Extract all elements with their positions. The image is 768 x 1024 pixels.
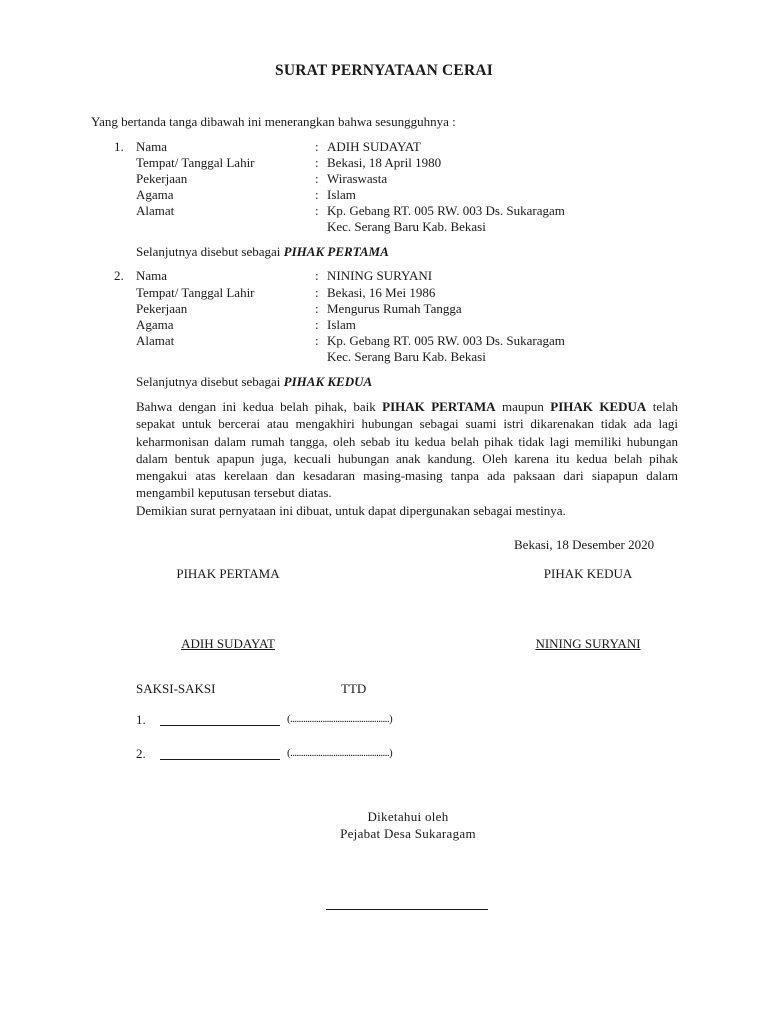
field-label: Nama: [136, 268, 168, 283]
field-value-religion: Islam: [327, 187, 356, 202]
field-value-address-line2: Kec. Serang Baru Kab. Bekasi: [327, 219, 486, 234]
field-label: Alamat: [136, 333, 175, 348]
witness-name-line[interactable]: [160, 725, 280, 726]
field-label: Tempat/ Tanggal Lahir: [136, 155, 255, 170]
document-title: SURAT PERNYATAAN CERAI: [275, 62, 493, 79]
acknowledged-line1: Diketahui oleh: [367, 809, 449, 824]
colon: :: [315, 317, 319, 332]
reference-label: PIHAK KEDUA: [283, 374, 373, 389]
statement-closing: Demikian surat pernyataan ini dibuat, untuk dapat dipergunakan sebagai mestinya.: [136, 502, 566, 518]
colon: :: [315, 203, 319, 218]
statement-body: [136, 398, 678, 502]
statement-text: maupun: [495, 399, 551, 414]
field-value-job: Mengurus Rumah Tangga: [327, 301, 462, 316]
field-label: Alamat: [136, 203, 175, 218]
field-value-address-line2: Kec. Serang Baru Kab. Bekasi: [327, 349, 486, 364]
field-value-address: Kp. Gebang RT. 005 RW. 003 Ds. Sukaragam: [327, 333, 565, 348]
witness-signature-slot[interactable]: (..............................................): [287, 747, 393, 759]
witness-name-line[interactable]: [160, 759, 280, 760]
intro-text: Yang bertanda tanga dibawah ini menerangkan bahwa sesungguhnya :: [91, 114, 456, 129]
field-label: Nama: [136, 139, 168, 154]
witness-signature-slot[interactable]: (..............................................): [287, 713, 393, 725]
field-value-birth: Bekasi, 18 April 1980: [327, 155, 442, 170]
field-label: Pekerjaan: [136, 171, 188, 186]
witness-number: 1.: [136, 712, 146, 727]
field-value-birth: Bekasi, 16 Mei 1986: [327, 285, 436, 300]
statement-paragraph: [136, 398, 678, 519]
statement-text: telah sepakat untuk bercerai atau mengakhiri hubungan sebagai suami istri dikarenakan tidak ada lagi keharmonisan dalam rumah tangga, oleh sebab itu kedua belah pihak tidak lagi memiliki hubungan dalam bentuk apapun juga, kecuali hubungan anak kandung. Oleh karena itu kedua belah pihak mengakui atas kerelaan dan kesadaran masing-masing tanpa ada paksaan dari siapapun dalam mengambil keputusan tersebut diatas.: [136, 399, 678, 501]
official-signature-line[interactable]: [326, 909, 488, 910]
reference-prefix: Selanjutnya disebut sebagai: [136, 374, 281, 389]
colon: :: [315, 155, 319, 170]
party-number: 1.: [114, 139, 124, 154]
party-number: 2.: [114, 268, 124, 283]
field-value-name: NINING SURYANI: [327, 268, 433, 283]
name-underlined: ADIH SUDAYAT: [181, 636, 275, 651]
field-value-religion: Islam: [327, 317, 356, 332]
reference-prefix: Selanjutnya disebut sebagai: [136, 244, 281, 259]
colon: :: [315, 285, 319, 300]
witness-number: 2.: [136, 746, 146, 761]
field-label: Agama: [136, 187, 174, 202]
party-reference: [136, 374, 372, 390]
statement-bold-first-party: PIHAK PERTAMA: [382, 399, 496, 414]
field-value-name: ADIH SUDAYAT: [327, 139, 421, 154]
colon: :: [315, 171, 319, 186]
signature-title-first-party: PIHAK PERTAMA: [176, 566, 280, 581]
witnesses-heading: SAKSI-SAKSI: [136, 681, 216, 696]
party-reference: [136, 244, 389, 260]
statement-bold-second-party: PIHAK KEDUA: [550, 399, 647, 414]
acknowledged-line2: Pejabat Desa Sukaragam: [340, 826, 476, 841]
colon: :: [315, 301, 319, 316]
signature-title-second-party: PIHAK KEDUA: [543, 566, 633, 581]
field-value-address: Kp. Gebang RT. 005 RW. 003 Ds. Sukaragam: [327, 203, 565, 218]
colon: :: [315, 187, 319, 202]
ttd-heading: TTD: [341, 681, 367, 696]
colon: :: [315, 268, 319, 283]
colon: :: [315, 333, 319, 348]
signature-name-first-party: [148, 636, 308, 652]
field-value-job: Wiraswasta: [327, 171, 388, 186]
place-date: Bekasi, 18 Desember 2020: [514, 537, 655, 552]
field-label: Agama: [136, 317, 174, 332]
signature-name-second-party: [508, 636, 668, 652]
reference-label: PIHAK PERTAMA: [283, 244, 389, 259]
statement-text: Bahwa dengan ini kedua belah pihak, baik: [136, 399, 383, 414]
field-label: Tempat/ Tanggal Lahir: [136, 285, 255, 300]
field-label: Pekerjaan: [136, 301, 188, 316]
name-underlined: NINING SURYANI: [535, 636, 641, 651]
colon: :: [315, 139, 319, 154]
